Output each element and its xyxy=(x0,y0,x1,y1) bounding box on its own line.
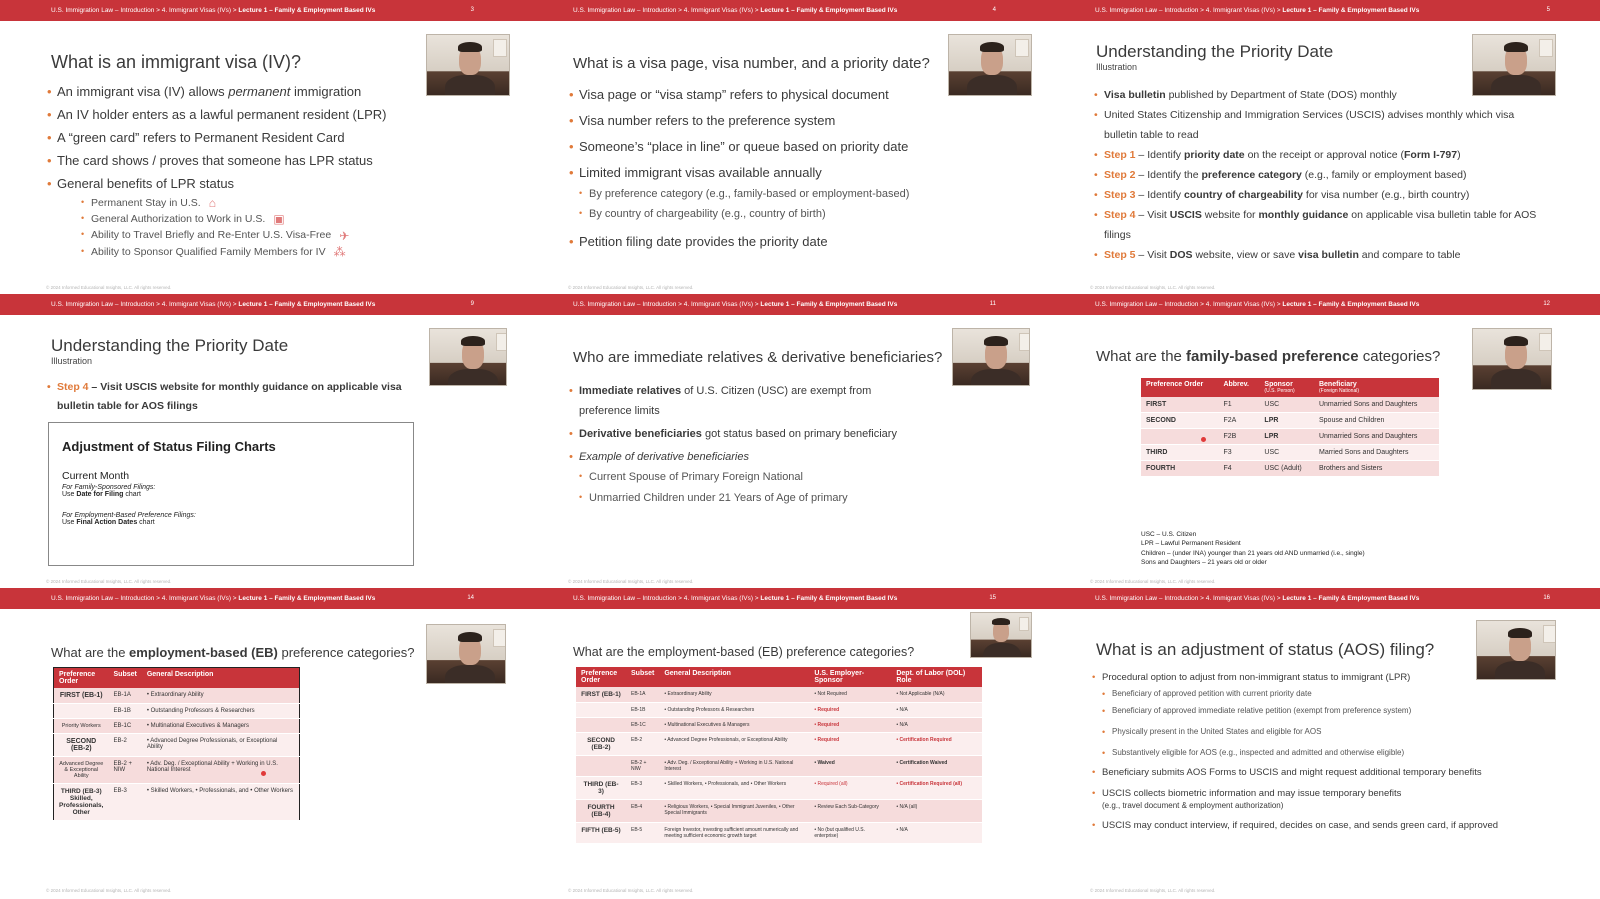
table-row: EB-2 + NIW • Adv. Deg. / Exceptional Ability + Working in U.S. National Interest • Waived • Certification Waived xyxy=(576,756,982,777)
bullet: • Petition filing date provides the priority date xyxy=(569,234,909,249)
slide-title: What are the family-based preference categories? xyxy=(1096,348,1441,365)
sub-bullet: • Ability to Travel Briefly and Re-Enter U.S. Visa-Free ✈ xyxy=(47,229,387,241)
breadcrumb: U.S. Immigration Law – Introduction > 4. Immigrant Visas (IVs) > Lecture 1 – Family & Employment Based IVs 14 xyxy=(0,588,532,609)
slide-title: Understanding the Priority Date xyxy=(1096,42,1334,61)
copyright: © 2024 Informed Educational Insights, LLC. All rights reserved. xyxy=(46,888,172,893)
table-row: SECOND (EB-2) EB-2 • Advanced Degree Professionals, or Exceptional Ability • Required • Certification Required xyxy=(576,733,982,756)
bullet: • Limited immigrant visas available annually xyxy=(569,165,909,180)
breadcrumb: U.S. Immigration Law – Introduction > 4. Immigrant Visas (IVs) > Lecture 1 – Family & Employment Based IVs 4 xyxy=(522,0,1054,21)
bullet: • Visa bulletin published by Department of State (DOS) monthly xyxy=(1094,86,1544,106)
table-row: EB-1C • Multinational Executives & Managers • Required • N/A xyxy=(576,718,982,733)
table-row: FOURTH (EB-4) EB-4 • Religious Workers, • Special Immigrant Juveniles, • Other Special Immigrants • Review Each Sub-Category • N/A (all) xyxy=(576,800,982,823)
bullet: • Derivative beneficiaries got status based on primary beneficiary xyxy=(569,428,909,440)
table-row: THIRD (EB-3) EB-3 • Skilled Workers, • Professionals, and • Other Workers • Required (all) • Certification Required (all) xyxy=(576,777,982,800)
breadcrumb: U.S. Immigration Law – Introduction > 4. Immigrant Visas (IVs) > Lecture 1 – Family & Employment Based IVs 9 xyxy=(0,294,532,315)
table-header: Preference Order Abbrev. Sponsor (U.S. Person) Beneficiary (Foreign National) xyxy=(1141,378,1439,397)
cursor-pointer xyxy=(1201,437,1206,442)
table-row: EB-1B • Outstanding Professors & Researchers • Required • N/A xyxy=(576,703,982,718)
table-header: Preference Order Subset General Description xyxy=(54,668,300,689)
bullet-list xyxy=(47,84,387,258)
bullet: • A “green card” refers to Permanent Resident Card xyxy=(47,130,387,145)
sub-bullet: • Substantively eligible for AOS (e.g., inspected and admitted and otherwise eligible) xyxy=(1092,748,1562,757)
sub-bullet: • By preference category (e.g., family-based or employment-based) xyxy=(569,188,909,200)
table-legend: USC – U.S. Citizen LPR – Lawful Permanent Resident Children – (under INA) younger than 21 years old AND unmarried (i.e., single) Sons and Daughters – 21 years old or older xyxy=(1141,531,1365,567)
sub-bullet: • Unmarried Children under 21 Years of Age of primary xyxy=(569,492,909,504)
table-row: FIRST (EB-1) EB-1A • Extraordinary Ability xyxy=(54,688,300,704)
slide-6[interactable] xyxy=(1044,294,1600,590)
cursor-pointer xyxy=(261,771,266,776)
bullet: • Example of derivative beneficiaries xyxy=(569,451,909,463)
table-row: EB-1B • Outstanding Professors & Researchers xyxy=(54,704,300,719)
copyright: © 2024 Informed Educational Insights, LLC. All rights reserved. xyxy=(568,888,694,893)
step-item: • Step 5 – Visit DOS website, view or save visa bulletin and compare to table xyxy=(1094,246,1544,266)
bullet: • Visa number refers to the preference system xyxy=(569,113,909,128)
slide-7[interactable] xyxy=(0,588,532,899)
box-title: Adjustment of Status Filing Charts xyxy=(62,439,276,454)
slide-1[interactable] xyxy=(0,0,532,296)
bullet-list xyxy=(1094,86,1544,265)
slide-title: What is a visa page, visa number, and a priority date? xyxy=(573,55,930,72)
breadcrumb: U.S. Immigration Law – Introduction > 4. Immigrant Visas (IVs) > Lecture 1 – Family & Employment Based IVs 15 xyxy=(522,588,1054,609)
table-header: Preference Order Subset General Description U.S. Employer-Sponsor Dept. of Labor (DOL) Role xyxy=(576,667,982,687)
sub-bullet: • Beneficiary of approved petition with current priority date xyxy=(1092,689,1562,698)
slide-subtitle: Illustration xyxy=(1096,62,1138,72)
slide-2[interactable] xyxy=(522,0,1054,296)
presenter-video xyxy=(948,34,1032,96)
slide-title: What is an immigrant visa (IV)? xyxy=(51,52,302,72)
airplane-icon: ✈ xyxy=(339,228,350,243)
table-row: THIRD (EB-3) Skilled, Professionals, Other EB-3 • Skilled Workers, • Professionals, and • Other Workers xyxy=(54,784,300,821)
aos-filing-charts-box: Adjustment of Status Filing Charts Current Month For Family-Sponsored Filings: Use Date for Filing chart For Employment-Based Preference Filings: Use Final Action Dates chart xyxy=(48,422,414,566)
table-row: SECOND F2A LPR Spouse and Children xyxy=(1141,413,1439,429)
bullet-list xyxy=(569,87,909,249)
presenter-video xyxy=(970,612,1032,658)
table-row: Priority Workers EB-1C • Multinational Executives & Managers xyxy=(54,719,300,734)
sub-bullet: • Beneficiary of approved immediate relative petition (exempt from preference system) xyxy=(1092,706,1562,715)
presenter-video xyxy=(952,328,1030,386)
bullet-continuation: (e.g., travel document & employment authorization) xyxy=(1102,801,1284,810)
bullet-list xyxy=(47,378,407,416)
table-row: F2B LPR Unmarried Sons and Daughters xyxy=(1141,429,1439,445)
slide-title: What is an adjustment of status (AOS) filing? xyxy=(1096,640,1435,659)
bullet: • An immigrant visa (IV) allows permanent immigration xyxy=(47,84,387,99)
sub-bullet: • By country of chargeability (e.g., country of birth) xyxy=(569,208,909,220)
presenter-video xyxy=(429,328,507,386)
house-icon: ⌂ xyxy=(208,196,216,211)
bullet: • Procedural option to adjust from non-immigrant status to immigrant (LPR) xyxy=(1092,672,1562,683)
bullet: • USCIS collects biometric information and may issue temporary benefits xyxy=(1092,788,1562,799)
breadcrumb: U.S. Immigration Law – Introduction > 4. Immigrant Visas (IVs) > Lecture 1 – Family & Employment Based IVs 12 xyxy=(1044,294,1600,315)
presenter-video xyxy=(426,34,510,96)
breadcrumb: U.S. Immigration Law – Introduction > 4. Immigrant Visas (IVs) > Lecture 1 – Family & Employment Based IVs 11 xyxy=(522,294,1054,315)
table-row: FIRST (EB-1) EB-1A • Extraordinary Ability • Not Required • Not Applicable (N/A) xyxy=(576,687,982,703)
bullet: • General benefits of LPR status xyxy=(47,176,387,191)
sub-bullet: • Physically present in the United States and eligible for AOS xyxy=(1092,727,1562,736)
table-row: Advanced Degree & Exceptional Ability EB-2 + NIW • Adv. Deg. / Exceptional Ability + Working in U.S. National Interest xyxy=(54,757,300,784)
sub-bullet: • Current Spouse of Primary Foreign National xyxy=(569,471,909,483)
step-item: • Step 2 – Identify the preference category (e.g., family or employment based) xyxy=(1094,166,1544,186)
bullet: • The card shows / proves that someone has LPR status xyxy=(47,153,387,168)
sub-bullet: • General Authorization to Work in U.S. ▣ xyxy=(47,213,387,225)
slide-title: Understanding the Priority Date xyxy=(51,336,289,355)
breadcrumb: U.S. Immigration Law – Introduction > 4. Immigrant Visas (IVs) > Lecture 1 – Family & Employment Based IVs 3 xyxy=(0,0,532,21)
slide-title: Who are immediate relatives & derivative beneficiaries? xyxy=(573,349,943,366)
family-preference-table xyxy=(1141,378,1439,477)
bullet-list xyxy=(1092,672,1562,831)
bullet: • Someone’s “place in line” or queue based on priority date xyxy=(569,139,909,154)
bullet: • Beneficiary submits AOS Forms to USCIS and might request additional temporary benefits xyxy=(1092,767,1562,778)
table-row: FOURTH F4 USC (Adult) Brothers and Sisters xyxy=(1141,461,1439,477)
bullet: • Immediate relatives of U.S. Citizen (USC) are exempt from preference limits xyxy=(569,382,909,422)
table-row: FIRST F1 USC Unmarried Sons and Daughters xyxy=(1141,397,1439,413)
presenter-video xyxy=(1476,620,1556,680)
breadcrumb: U.S. Immigration Law – Introduction > 4. Immigrant Visas (IVs) > Lecture 1 – Family & Employment Based IVs 5 xyxy=(1044,0,1600,21)
slide-subtitle: Illustration xyxy=(51,356,93,366)
step-item: • Step 4 – Visit USCIS website for monthly guidance on applicable visa bulletin table for AOS filings xyxy=(1094,206,1544,246)
table-row: FIFTH (EB-5) EB-5 Foreign Investor, investing sufficient amount numerically and meeting sufficient economic growth target • No (but qualified U.S. enterprise) • N/A xyxy=(576,823,982,844)
copyright: © 2024 Informed Educational Insights, LLC. All rights reserved. xyxy=(568,579,694,584)
slide-9[interactable] xyxy=(1044,588,1600,899)
copyright: © 2024 Informed Educational Insights, LLC. All rights reserved. xyxy=(46,579,172,584)
table-row: SECOND (EB-2) EB-2 • Advanced Degree Professionals, or Exceptional Ability xyxy=(54,734,300,757)
slide-4[interactable] xyxy=(0,294,532,590)
eb-preference-table xyxy=(53,667,300,821)
presenter-video xyxy=(1472,328,1552,390)
slide-3[interactable] xyxy=(1044,0,1600,296)
bullet: • United States Citizenship and Immigration Services (USCIS) advises monthly which visa bulletin table to read xyxy=(1094,106,1544,146)
bullet: • Visa page or “visa stamp” refers to physical document xyxy=(569,87,909,102)
copyright: © 2024 Informed Educational Insights, LLC. All rights reserved. xyxy=(46,285,172,290)
bullet-list xyxy=(569,382,909,504)
slide-8[interactable] xyxy=(522,588,1054,899)
sub-bullet: • Ability to Sponsor Qualified Family Members for IV ⁂ xyxy=(47,246,387,258)
slide-title: What are the employment-based (EB) preference categories? xyxy=(51,645,415,660)
step-item: • Step 1 – Identify priority date on the receipt or approval notice (Form I-797) xyxy=(1094,146,1544,166)
sub-bullet: • Permanent Stay in U.S. ⌂ xyxy=(47,197,387,209)
step-item: • Step 4 – Visit USCIS website for monthly guidance on applicable visa bulletin table for AOS filings xyxy=(47,378,407,416)
presenter-video xyxy=(426,624,506,684)
slide-5[interactable] xyxy=(522,294,1054,590)
copyright: © 2024 Informed Educational Insights, LLC. All rights reserved. xyxy=(1090,285,1216,290)
family-tree-icon: ⁂ xyxy=(333,244,346,259)
briefcase-icon: ▣ xyxy=(273,212,285,227)
copyright: © 2024 Informed Educational Insights, LLC. All rights reserved. xyxy=(1090,888,1216,893)
slide-title: What are the employment-based (EB) preference categories? xyxy=(573,645,915,659)
breadcrumb: U.S. Immigration Law – Introduction > 4. Immigrant Visas (IVs) > Lecture 1 – Family & Employment Based IVs 16 xyxy=(1044,588,1600,609)
table-row: THIRD F3 USC Married Sons and Daughters xyxy=(1141,445,1439,461)
step-item: • Step 3 – Identify country of chargeability for visa number (e.g., birth country) xyxy=(1094,186,1544,206)
copyright: © 2024 Informed Educational Insights, LLC. All rights reserved. xyxy=(568,285,694,290)
current-month-label: Current Month xyxy=(62,470,130,482)
copyright: © 2024 Informed Educational Insights, LLC. All rights reserved. xyxy=(1090,579,1216,584)
bullet: • USCIS may conduct interview, if required, decides on case, and sends green card, if approved xyxy=(1092,820,1562,831)
bullet: • An IV holder enters as a lawful permanent resident (LPR) xyxy=(47,107,387,122)
eb-preference-detail-table xyxy=(576,667,982,844)
